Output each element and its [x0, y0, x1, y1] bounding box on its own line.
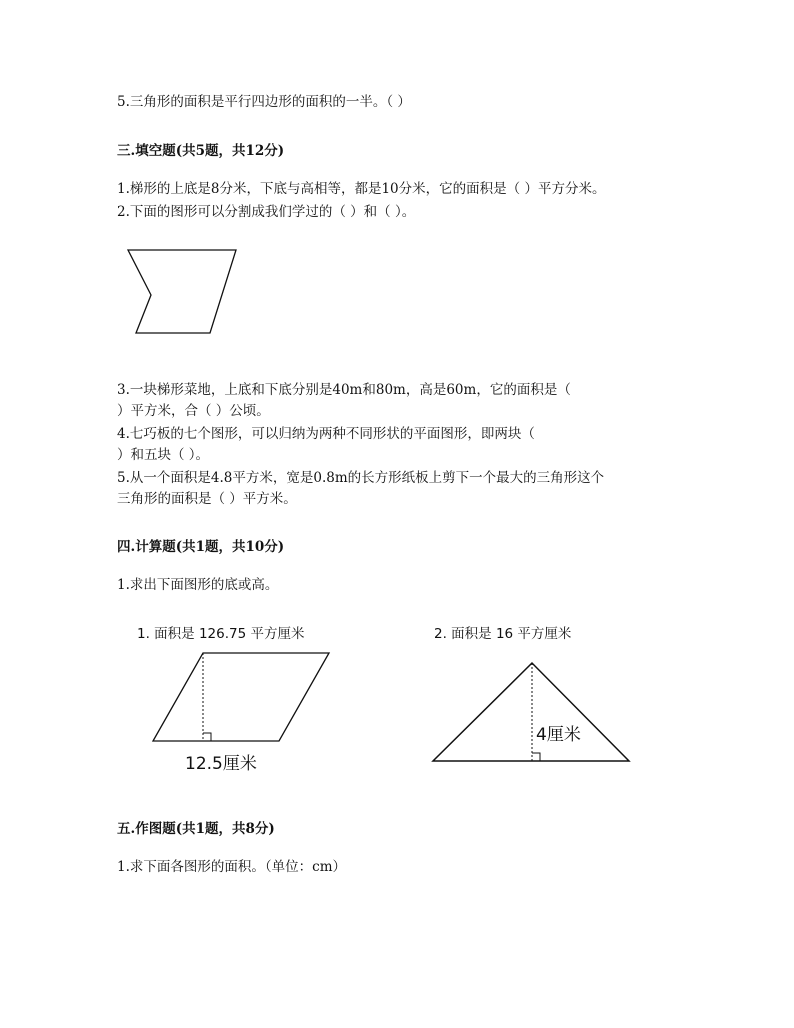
figure-1-caption: 1. 面积是 126.75 平方厘米: [137, 626, 305, 642]
fill-question-5-line2: 三角形的面积是（ ）平方米。: [117, 491, 297, 507]
figure-2-caption: 2. 面积是 16 平方厘米: [434, 626, 572, 642]
drawing-question-1: 1.求下面各图形的面积。（单位：cm）: [117, 859, 346, 875]
triangle-height-label: 4厘米: [536, 725, 581, 745]
fill-question-5-line1: 5.从一个面积是4.8平方米，宽是0.8m的长方形纸板上剪下一个最大的三角形这个: [117, 470, 605, 486]
fill-question-3-line2: ）平方米，合（ ）公顷。: [117, 403, 270, 419]
fill-question-1: 1.梯形的上底是8分米，下底与高相等，都是10分米，它的面积是（ ）平方分米。: [117, 181, 606, 197]
parallelogram-base-label: 12.5厘米: [185, 754, 257, 774]
section-5-heading: 五.作图题(共1题，共8分): [117, 821, 275, 837]
composite-shape-figure: [120, 240, 250, 340]
fill-question-2: 2.下面的图形可以分割成我们学过的（ ）和（ ）。: [117, 204, 416, 220]
fill-question-4-line2: ）和五块（ ）。: [117, 447, 210, 463]
section-3-heading: 三.填空题(共5题，共12分): [117, 143, 285, 159]
triangle-figure: [425, 655, 635, 775]
section-4-heading: 四.计算题(共1题，共10分): [117, 539, 285, 555]
fill-question-4-line1: 4.七巧板的七个图形，可以归纳为两种不同形状的平面图形，即两块（: [117, 426, 535, 442]
fill-question-3-line1: 3.一块梯形菜地，上底和下底分别是40m和80m，高是60m，它的面积是（: [117, 382, 571, 398]
judgement-item-5: 5.三角形的面积是平行四边形的面积的一半。（ ）: [117, 94, 411, 110]
calc-question-1: 1.求出下面图形的底或高。: [117, 577, 279, 593]
